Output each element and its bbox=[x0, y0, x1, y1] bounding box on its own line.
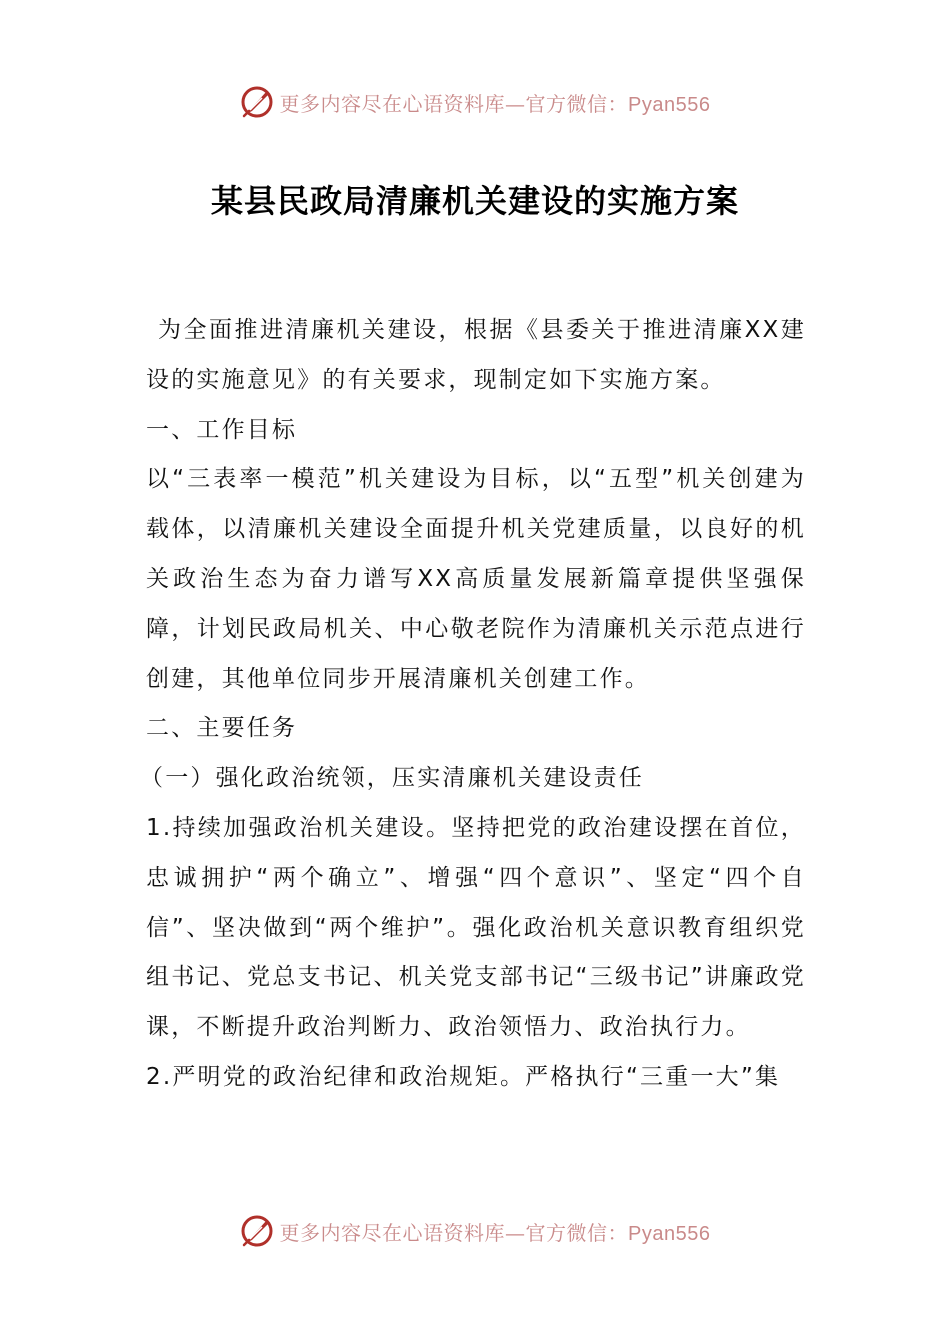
section-heading-tasks: 二、主要任务 bbox=[146, 715, 298, 742]
section-heading-goals: 一、工作目标 bbox=[146, 416, 298, 443]
wechat-id: Pyan556 bbox=[628, 1222, 711, 1245]
header-watermark bbox=[0, 82, 950, 122]
document-body bbox=[140, 306, 806, 1103]
document-title: 某县民政局清廉机关建设的实施方案 bbox=[210, 182, 739, 220]
task-item-1: 1.持续加强政治机关建设。坚持把党的政治建设摆在首位，忠诚拥护“两个确立”、增强“四个意识”、坚定“四个自信”、坚决做到“两个维护”。强化政治机关意识教育组织党组书记、党总支书记、机关党支部书记“三级书记”讲廉政党课，不断提升政治判断力、政治领悟力、政治执行力。 bbox=[146, 814, 806, 1041]
footer-watermark bbox=[0, 1211, 950, 1251]
watermark-text: 更多内容尽在心语资料库—官方微信：Pyan556 bbox=[279, 91, 711, 116]
wechat-id: Pyan556 bbox=[628, 93, 711, 116]
quill-logo-icon bbox=[240, 85, 274, 119]
quill-logo-icon bbox=[240, 1214, 274, 1248]
goals-paragraph: 以“三表率一模范”机关建设为目标，以“五型”机关创建为载体，以清廉机关建设全面提升机关党建质量，以良好的机关政治生态为奋力谱写XX高质量发展新篇章提供坚强保障，计划民政局机关、中心敬老院作为清廉机关示范点进行创建，其他单位同步开展清廉机关创建工作。 bbox=[146, 466, 806, 692]
watermark-text: 更多内容尽在心语资料库—官方微信：Pyan556 bbox=[279, 1220, 711, 1245]
task-item-2: 2.严明党的政治纪律和政治规矩。严格执行“三重一大”集 bbox=[146, 1063, 781, 1090]
subsection-heading-1: （一）强化政治统领，压实清廉机关建设责任 bbox=[140, 765, 644, 792]
intro-paragraph: 为全面推进清廉机关建设，根据《县委关于推进清廉XX建设的实施意见》的有关要求，现制定如下实施方案。 bbox=[146, 317, 806, 393]
